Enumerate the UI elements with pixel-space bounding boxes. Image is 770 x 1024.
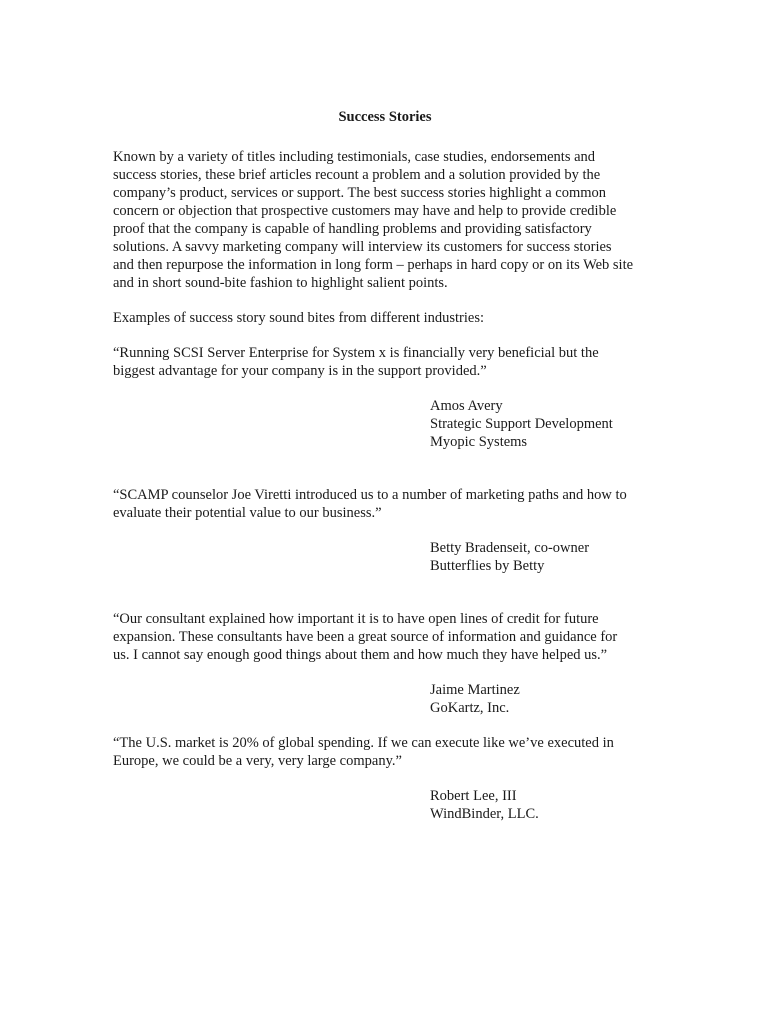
attribution-name: Amos Avery	[430, 398, 503, 414]
attribution-company: Butterflies by Betty	[430, 558, 545, 574]
attribution-title: Strategic Support Development	[430, 416, 613, 432]
attribution-name: Robert Lee, III	[430, 788, 517, 804]
testimonial-quote	[113, 610, 661, 664]
intro-line: and in short sound-bite fashion to highlight salient points.	[113, 275, 448, 291]
quote-line: us. I cannot say enough good things about them and how much they have helped us.”	[113, 647, 608, 663]
testimonial	[113, 610, 661, 717]
intro-line: proof that the company is capable of handling problems and providing satisfactory	[113, 221, 592, 237]
attribution-company: WindBinder, LLC.	[430, 806, 539, 822]
quote-line: “Running SCSI Server Enterprise for System x is financially very beneficial but the	[113, 345, 599, 361]
attribution-name: Betty Bradenseit, co-owner	[430, 540, 590, 556]
examples-intro	[113, 309, 661, 327]
intro-line: and then repurpose the information in long form – perhaps in hard copy or on its Web site	[113, 257, 634, 273]
testimonial	[113, 486, 661, 575]
intro-line: concern or objection that prospective customers may have and help to provide credible	[113, 203, 617, 219]
testimonial-quote	[113, 486, 661, 522]
testimonial-attribution	[430, 539, 661, 575]
testimonial	[113, 344, 661, 451]
intro-line: success stories, these brief articles recount a problem and a solution provided by the	[113, 167, 601, 183]
intro-line: solutions. A savvy marketing company will interview its customers for success stories	[113, 239, 612, 255]
examples-intro-text: Examples of success story sound bites from different industries:	[113, 310, 485, 326]
intro-line: company’s product, services or support. The best success stories highlight a common	[113, 185, 607, 201]
testimonial-attribution	[430, 397, 661, 451]
intro-line: Known by a variety of titles including testimonials, case studies, endorsements and	[113, 149, 596, 165]
quote-line: Europe, we could be a very, very large company.”	[113, 753, 402, 769]
testimonial-quote	[113, 734, 661, 770]
quote-line: evaluate their potential value to our business.”	[113, 505, 382, 521]
testimonial-attribution	[430, 681, 661, 717]
quote-line: “Our consultant explained how important it is to have open lines of credit for future	[113, 611, 599, 627]
testimonial	[113, 734, 661, 823]
attribution-company: Myopic Systems	[430, 434, 528, 450]
document-body	[113, 148, 661, 823]
document-title: Success Stories	[338, 109, 432, 125]
quote-line: biggest advantage for your company is in the support provided.”	[113, 363, 487, 379]
attribution-name: Jaime Martinez	[430, 682, 520, 698]
testimonial-attribution	[430, 787, 661, 823]
quote-line: “SCAMP counselor Joe Viretti introduced us to a number of marketing paths and how to	[113, 487, 627, 503]
quote-line: “The U.S. market is 20% of global spending. If we can execute like we’ve executed in	[113, 735, 614, 751]
attribution-company: GoKartz, Inc.	[430, 700, 510, 716]
intro-paragraph	[113, 148, 661, 292]
quote-line: expansion. These consultants have been a great source of information and guidance for	[113, 629, 618, 645]
testimonial-quote	[113, 344, 661, 380]
